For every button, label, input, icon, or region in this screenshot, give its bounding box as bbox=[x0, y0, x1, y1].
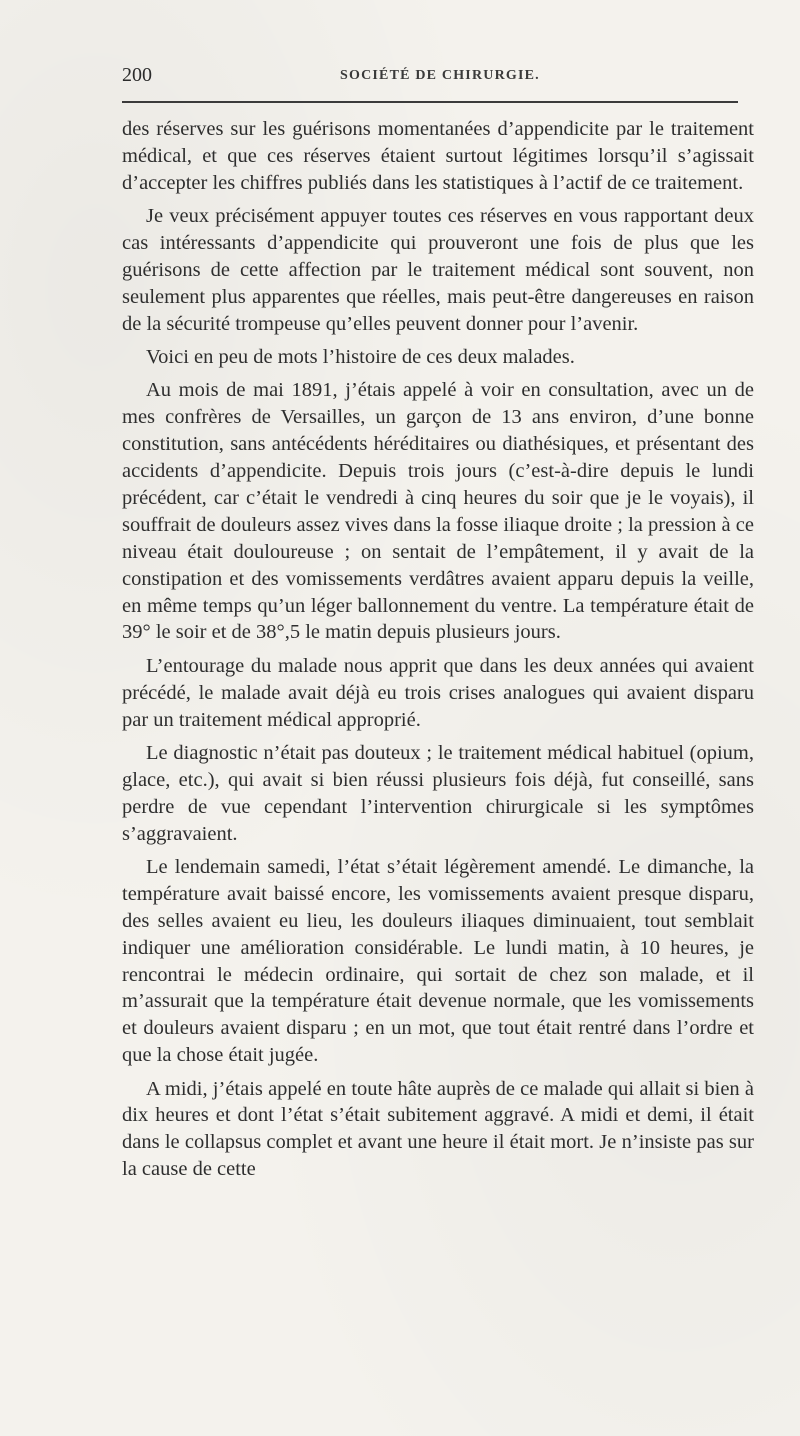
paragraph: Au mois de mai 1891, j’étais appelé à voir en consultation, avec un de mes confrères de Versailles, un garçon de 13 ans environ, d’une bonne constitution, sans antécédents héréditaires ou diathésiques, et présentant des accidents d’appendicite. Depuis trois jours (c’est-à-dire depuis le lundi précédent, car c’était le vendredi à cinq heures du soir que je le voyais), il souffrait de douleurs assez vives dans la fosse iliaque droite ; la pression à ce niveau était douloureuse ; on sentait de l’empâtement, il y avait de la constipation et des vomissements verdâtres avaient apparu depuis la veille, en même temps qu’un léger ballonnement du ventre. La température était de 39° le soir et de 38°,5 le matin depuis plusieurs jours. bbox=[122, 379, 754, 644]
paragraph: A midi, j’étais appelé en toute hâte auprès de ce malade qui allait si bien à dix heures et dont l’état s’était subitement aggravé. A midi et demi, il était dans le collapsus complet et avant une heure il était mort. Je n’insiste pas sur la cause de cette bbox=[122, 1077, 754, 1181]
header-rule bbox=[122, 101, 738, 103]
page-number: 200 bbox=[122, 64, 152, 86]
paragraph: L’entourage du malade nous apprit que dans les deux années qui avaient précédé, le malade avait déjà eu trois crises analogues qui avaient disparu par un traitement médical approprié. bbox=[122, 654, 754, 731]
paragraph: Le lendemain samedi, l’état s’était légèrement amendé. Le dimanche, la température avait baissé encore, les vomissements avaient presque disparu, des selles avaient eu lieu, les douleurs iliaques diminuaient, tout semblait indiquer une amélioration considérable. Le lundi matin, à 10 heures, je rencontrai le médecin ordinaire, qui sortait de chez son malade, et il m’assurait que la température était devenue normale, que les vomissements et douleurs avaient disparu ; en un mot, que tout était rentré dans l’ordre et que la chose était jugée. bbox=[122, 855, 754, 1067]
paragraph: Je veux précisément appuyer toutes ces réserves en vous rapportant deux cas intéressants d’appendicite qui prouveront une fois de plus que les guérisons de cette affection par le traitement médical sont souvent, non seulement plus apparentes que réelles, mais peut-être dangereuses en raison de la sécurité trompeuse qu’elles peuvent donner pour l’avenir. bbox=[122, 205, 754, 335]
body-text bbox=[122, 116, 754, 1183]
paragraph: Voici en peu de mots l’histoire de ces deux malades. bbox=[146, 346, 575, 369]
page-header bbox=[122, 64, 738, 98]
paragraph-continuation: des réserves sur les guérisons momentanées d’appendicite par le traitement médical, et que ces réserves étaient surtout légitimes lorsqu’il s’agissait d’accepter les chiffres publiés dans les statistiques à l’actif de ce traitement. bbox=[122, 118, 754, 194]
paragraph: Le diagnostic n’était pas douteux ; le traitement médical habituel (opium, glace, etc.), qui avait si bien réussi plusieurs fois déjà, fut conseillé, sans perdre de vue cependant l’intervention chirurgicale si les symptômes s’aggravaient. bbox=[122, 741, 754, 845]
running-title: SOCIÉTÉ DE CHIRURGIE. bbox=[340, 68, 540, 83]
